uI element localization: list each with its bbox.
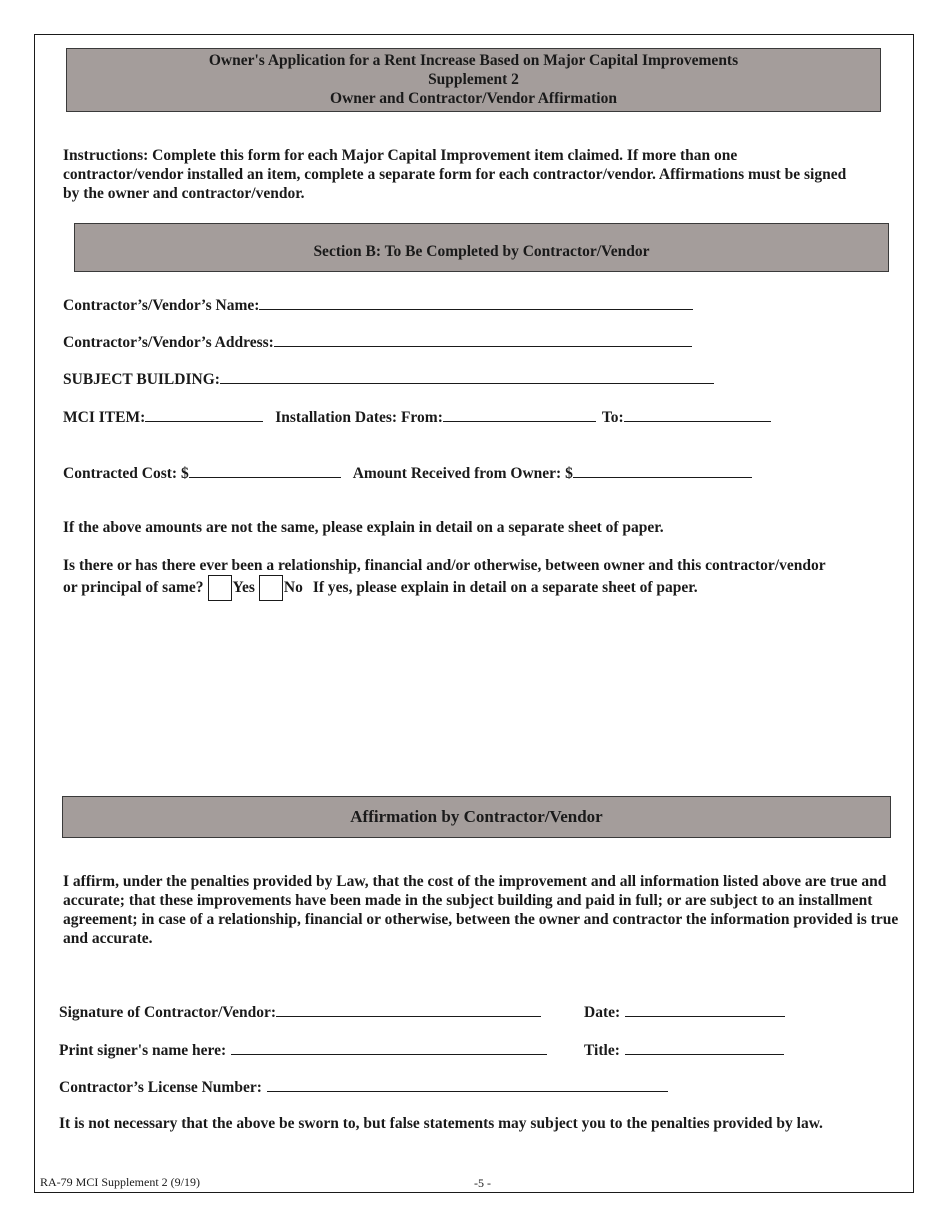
mci-item-row [63,407,771,427]
installation-dates-label: Installation Dates: From: [275,409,443,426]
installation-from-field[interactable] [443,407,596,422]
amount-received-label: Amount Received from Owner: $ [352,465,573,482]
subject-building-row [63,369,714,389]
license-row [59,1077,668,1097]
amount-received-field[interactable] [573,463,752,478]
cost-row [63,463,752,483]
license-label: Contractor’s License Number: [59,1079,262,1096]
affirmation-text: I affirm, under the penalties provided by Law, that the cost of the improvement and all information listed above are true and accurate; that these improvements have been made in the subject building and paid in full; or are subject to an installment agreement; in case of a relationship, financial or otherwise, between the owner and contractor the information provided is true and accurate. [63,873,899,947]
subject-building-label: SUBJECT BUILDING: [63,371,220,388]
title-field[interactable] [625,1040,784,1055]
affirmation-title: Affirmation by Contractor/Vendor [350,807,603,826]
no-checkbox[interactable] [259,575,283,601]
contractor-name-row [63,295,693,315]
date-row [584,1002,785,1022]
yes-checkbox[interactable] [208,575,232,601]
title-row [584,1040,784,1060]
subject-building-field[interactable] [220,369,714,384]
contractor-name-field[interactable] [259,295,693,310]
date-label: Date: [584,1004,621,1021]
form-id: RA-79 MCI Supplement 2 (9/19) [40,1175,200,1189]
affirmation-header [62,796,891,838]
form-header [66,48,881,112]
license-field[interactable] [267,1077,668,1092]
print-name-label: Print signer's name here: [59,1042,227,1059]
contracted-cost-label: Contracted Cost: $ [63,465,189,482]
relationship-question: Is there or has there ever been a relationship, financial and/or otherwise, between owner and this contractor/vendor [63,557,826,574]
amounts-note: If the above amounts are not the same, please explain in detail on a separate sheet of paper. [63,519,664,536]
signature-row [59,1002,541,1022]
header-supplement: Supplement 2 [428,71,519,88]
no-label: No [283,579,303,596]
disclaimer-text: It is not necessary that the above be sworn to, but false statements may subject you to the penalties provided by law. [59,1115,823,1132]
relationship-answer-row [63,575,698,601]
relationship-question-cont: or principal of same? [63,579,204,596]
header-title: Owner's Application for a Rent Increase Based on Major Capital Improvements [208,52,739,69]
mci-item-label: MCI ITEM: [63,409,146,426]
installation-to-label: To: [601,409,624,426]
instructions-text: Instructions: Complete this form for each Major Capital Improvement item claimed. If more than one contractor/vendor installed an item, complete a separate form for each contractor/vendor. Affirmations must be signed by the owner and contractor/vendor. [63,147,847,202]
section-b-title: Section B: To Be Completed by Contractor/Vendor [313,243,650,260]
section-b-header [74,223,889,272]
date-field[interactable] [625,1002,785,1017]
print-name-field[interactable] [231,1040,547,1055]
relationship-followup: If yes, please explain in detail on a separate sheet of paper. [312,579,698,596]
mci-item-field[interactable] [145,407,263,422]
yes-label: Yes [232,579,255,596]
contractor-address-field[interactable] [274,332,692,347]
page-number: -5 - [474,1176,491,1190]
contractor-name-label: Contractor’s/Vendor’s Name: [63,297,260,314]
contractor-address-label: Contractor’s/Vendor’s Address: [63,334,274,351]
signature-field[interactable] [276,1002,541,1017]
title-label: Title: [584,1042,620,1059]
print-name-row [59,1040,547,1060]
installation-to-field[interactable] [624,407,771,422]
contracted-cost-field[interactable] [189,463,341,478]
contractor-address-row [63,332,692,352]
signature-label: Signature of Contractor/Vendor: [59,1004,276,1021]
header-subtitle: Owner and Contractor/Vendor Affirmation [330,90,617,107]
